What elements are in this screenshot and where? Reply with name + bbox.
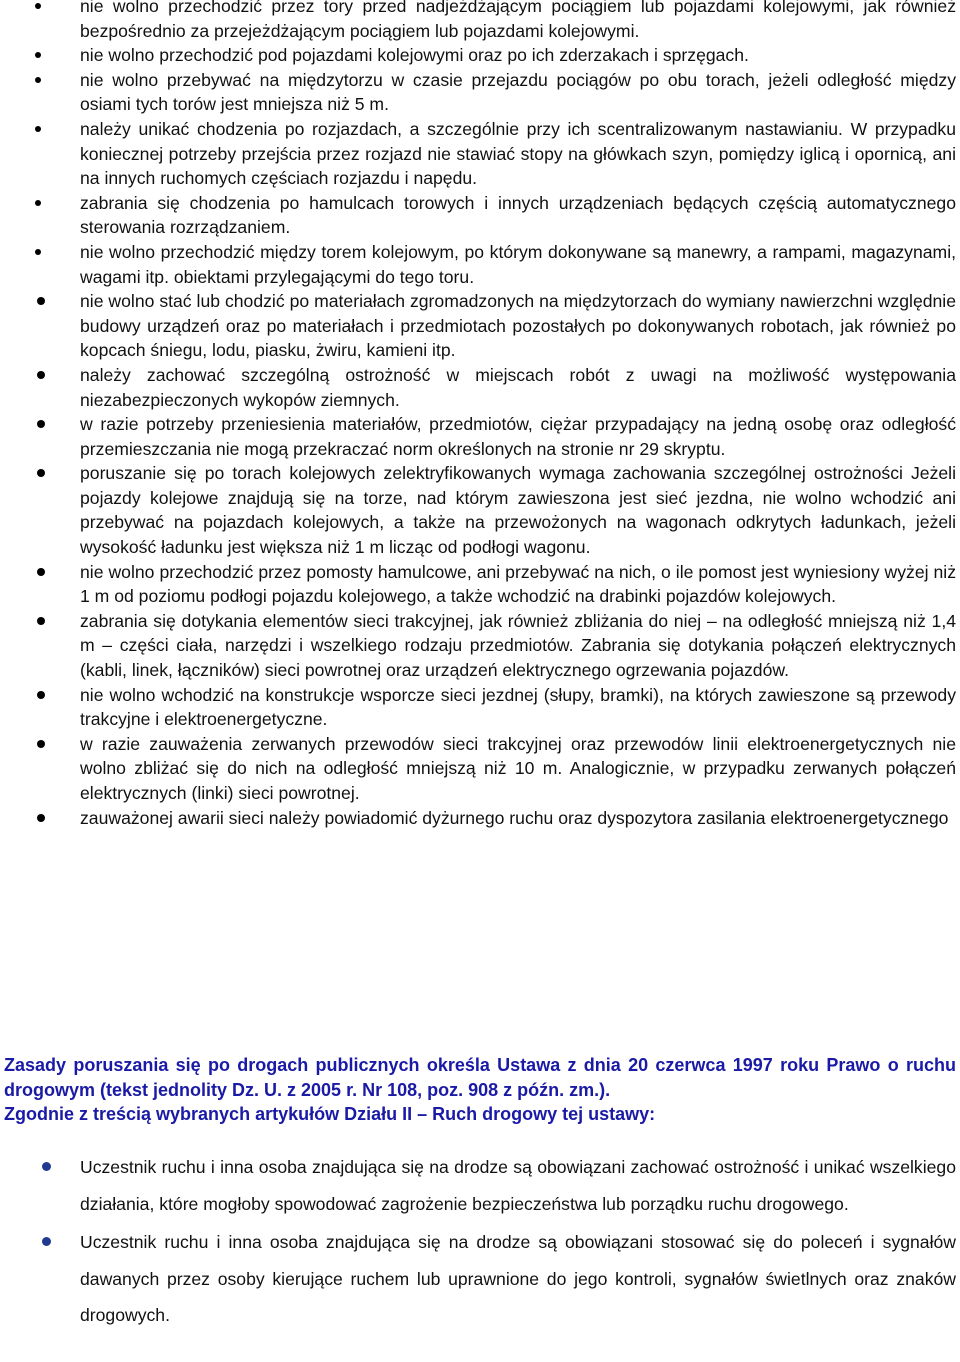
rule-text: zabrania się dotykania elementów sieci trakcyjnej, jak również zbliżania do niej – na odległość mniejszą niż 1,4 m – części ciała, narzędzi i wszelkiego rodzaju przedmiotów. Zabrania się dotykania połączeń elektrycznych (kabli, linek, łączników) sieci powrotnej oraz urządzeń elektrycznego ogrzewania pojazdów.	[80, 610, 956, 681]
bullet-icon	[42, 1162, 51, 1171]
list-item	[0, 68, 960, 117]
section-heading	[4, 1053, 956, 1127]
bullet-icon	[35, 52, 41, 58]
rule-text: w razie zauważenia zerwanych przewodów sieci trakcyjnej oraz przewodów linii elektroenergetycznych nie wolno zbliżać się do nich na odległość mniejszą niż 10 m. Analogicznie, w przypadku zerwanych połączeń elektrycznych (linki) sieci powrotnej.	[80, 733, 956, 803]
bullet-icon	[37, 691, 45, 699]
rule-text: nie wolno przechodzić przez pomosty hamulcowe, ani przebywać na nich, o ile pomost jest wyniesiony wyżej niż 1 m od poziomu podłogi pojazdu kolejowego, a także wchodzić na drabinki pojazdów kolejowych.	[80, 561, 956, 607]
bullet-icon	[37, 740, 45, 748]
bullet-icon	[42, 1237, 51, 1246]
rule-text: nie wolno wchodzić na konstrukcje wsporcze sieci jezdnej (słupy, bramki), na których zawieszone są przewody trakcyjne i elektroenergetyczne.	[80, 684, 956, 730]
rule-text: w razie potrzeby przeniesienia materiałów, przedmiotów, ciężar przypadający na jedną osobę oraz odległość przemieszczania nie mogą przekraczać norm określonych na stronie nr 29 skryptu.	[80, 414, 956, 459]
list-item	[0, 289, 960, 363]
rule-text: poruszanie się po torach kolejowych zelektryfikowanych wymaga zachowania szczególnej ostrożności Jeżeli pojazdy kolejowe znajdują się na torze, nad którym zawieszona jest sieć jezdna, nie wolno wchodzić ani przebywać na pojazdach kolejowych, a także na przewożonych na wagonach odkrytych ładunkach, jeżeli wysokość ładunku jest większa niż 1 m licząc od podłogi wagonu.	[80, 463, 956, 558]
bullet-icon	[35, 77, 41, 83]
rule-text: nie wolno przechodzić przez tory przed nadjeżdżającym pociągiem lub pojazdami kolejowymi, jak również bezpośrednio za przejeżdżającym pociągiem lub pojazdami kolejowymi.	[80, 0, 956, 41]
bullet-icon	[37, 297, 45, 305]
rule-text: zabrania się chodzenia po hamulcach torowych i innych urządzeniach będących częścią automatycznego sterowania rozrządzaniem.	[80, 192, 956, 238]
rule-text: nie wolno stać lub chodzić po materiałach zgromadzonych na międzytorzach do wymiany nawierzchni względnie budowy urządzeń oraz po materiałach i przedmiotach pozostałych po dokonywanych robotach, jak również po kopcach śniegu, lodu, piasku, żwiru, kamieni itp.	[80, 291, 956, 361]
list-item	[0, 732, 960, 806]
articles-list	[0, 1149, 960, 1336]
bullet-icon	[37, 371, 45, 379]
rule-text: nie wolno przechodzić między torem kolejowym, po którym dokonywane są manewry, a rampami, magazynami, wagami itp. obiektami przylegającymi do tego toru.	[80, 241, 956, 287]
heading-articles-intro: Zgodnie z treścią wybranych artykułów Działu II – Ruch drogowy tej ustawy:	[4, 1104, 656, 1124]
heading-law-reference: Zasady poruszania się po drogach publicznych określa Ustawa z dnia 20 czerwca 1997 roku Prawo o ruchu drogowym (tekst jednolity Dz. U. z 2005 r. Nr 108, poz. 908 z późn. zm.).	[4, 1055, 956, 1100]
list-item	[0, 806, 960, 831]
rule-text: zauważonej awarii sieci należy powiadomić dyżurnego ruchu oraz dyspozytora zasilania elektroenergetycznego	[80, 807, 949, 828]
list-item	[0, 560, 960, 609]
list-item	[0, 0, 960, 43]
list-item	[0, 609, 960, 683]
rule-text: należy unikać chodzenia po rozjazdach, a szczególnie przy ich scentralizowanym nastawianiu. W przypadku koniecznej potrzeby przejścia przez rozjazd nie stawiać stopy na główkach szyn, pomiędzy iglicą i opornicą, ani na innych ruchomych częściach rozjazdu i napędu.	[80, 118, 956, 189]
list-item	[0, 461, 960, 559]
bullet-icon	[37, 420, 45, 428]
list-item	[0, 683, 960, 732]
list-item	[0, 240, 960, 289]
article-text: Uczestnik ruchu i inna osoba znajdująca się na drodze są obowiązani zachować ostrożność i unikać wszelkiego działania, które mogłoby spowodować zagrożenie bezpieczeństwa lub porządku ruchu drogowego.	[80, 1157, 956, 1214]
list-item	[0, 43, 960, 68]
article-text: Uczestnik ruchu i inna osoba znajdująca się na drodze są obowiązani stosować się do poleceń i sygnałów dawanych przez osoby kierujące ruchem lub uprawnione do jego kontroli, sygnałów świetlnych oraz znaków drogowych.	[80, 1232, 956, 1325]
list-item	[0, 363, 960, 412]
list-item	[0, 412, 960, 461]
rule-text: należy zachować szczególną ostrożność w miejscach robót z uwagi na możliwość występowania niezabezpieczonych wykopów ziemnych.	[80, 364, 956, 410]
bullet-icon	[35, 200, 41, 206]
list-item	[0, 117, 960, 191]
bullet-icon	[35, 3, 41, 9]
bullet-icon	[37, 469, 45, 477]
bullet-icon	[37, 617, 45, 625]
bullet-icon	[37, 814, 45, 822]
bullet-icon	[37, 568, 45, 576]
list-item	[0, 191, 960, 240]
bullet-icon	[35, 249, 41, 255]
list-item	[0, 1224, 960, 1334]
bullet-icon	[35, 126, 41, 132]
rule-text: nie wolno przebywać na międzytorzu w czasie przejazdu pociągów po obu torach, jeżeli odległość między osiami tych torów jest mniejsza niż 5 m.	[80, 69, 956, 115]
rule-text: nie wolno przechodzić pod pojazdami kolejowymi oraz po ich zderzakach i sprzęgach.	[80, 45, 749, 66]
list-item	[0, 1149, 960, 1222]
